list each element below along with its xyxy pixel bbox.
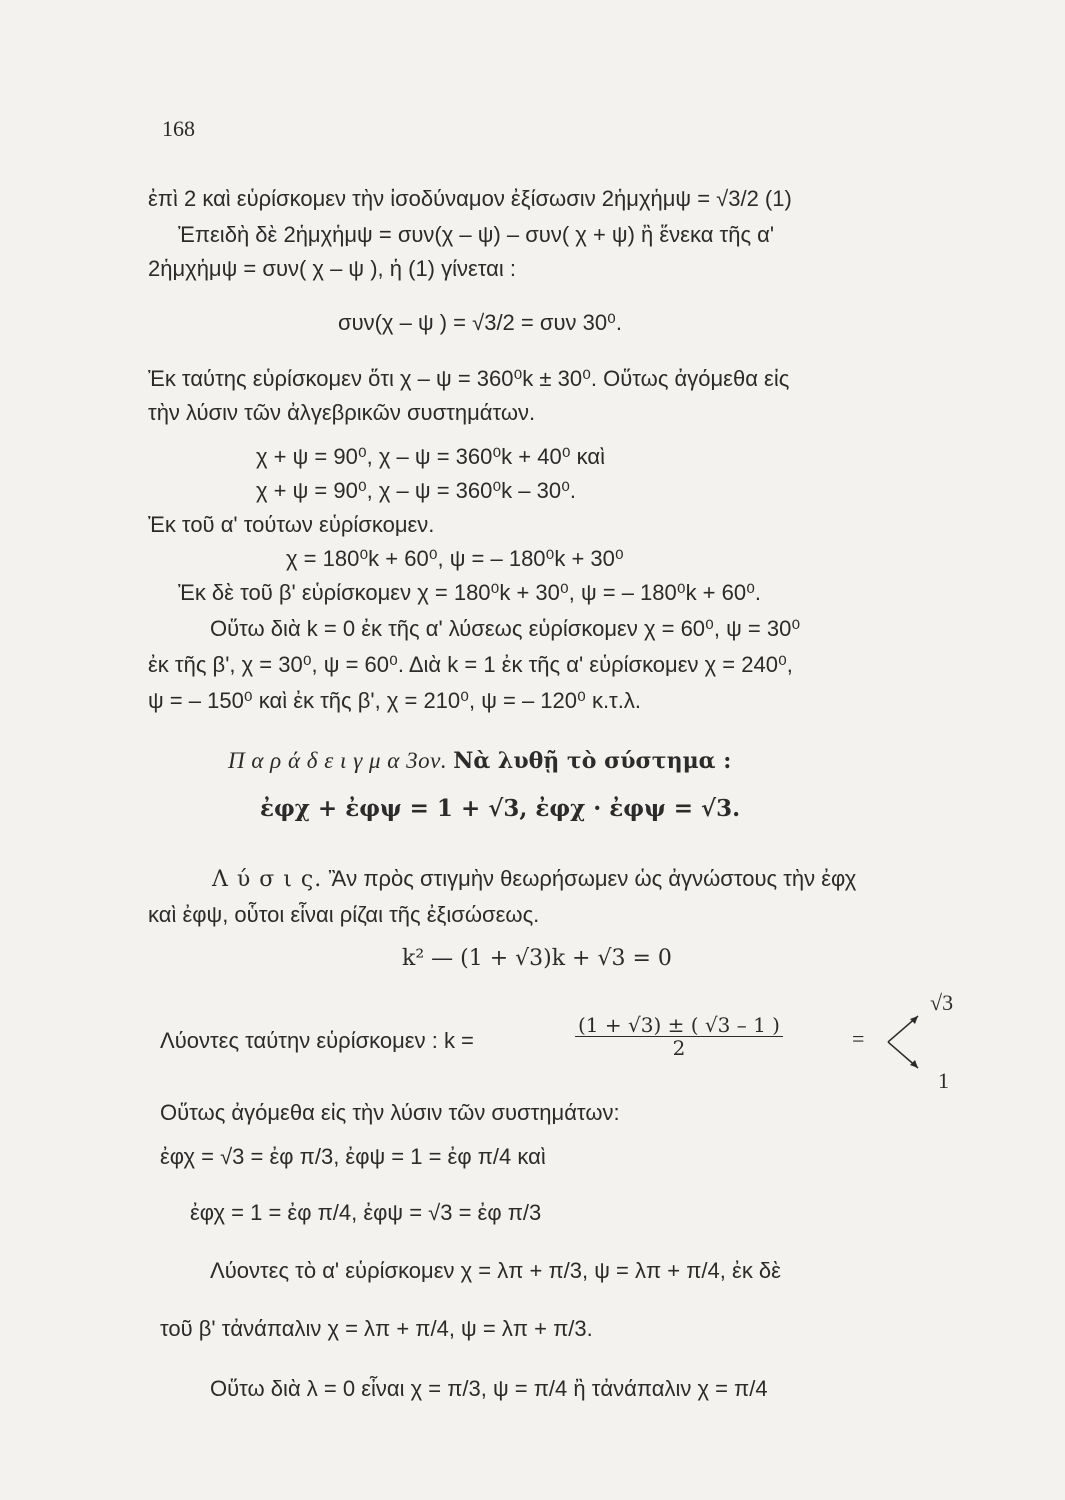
roots-denominator: 2 — [672, 1036, 686, 1060]
text-line-11: Ἐκ δὲ τοῦ β' εὑρίσκομεν χ = 180⁰k + 30⁰, ψ = – 180⁰k + 60⁰. — [178, 580, 762, 605]
example-heading: Π α ρ ά δ ε ι γ μ α 3ον. — [228, 748, 448, 773]
text-line-1: ἐπὶ 2 καὶ εὑρίσκομεν τὴν ἰσοδύναμον ἐξίσωσιν 2ἡμχἡμψ = √3/2 (1) — [148, 186, 792, 211]
solution-line-2: καὶ ἐφψ, οὗτοι εἶναι ρίζαι τῆς ἐξισώσεως. — [148, 902, 540, 927]
closing-line-6: Οὕτω διὰ λ = 0 εἶναι χ = π/3, ψ = π/4 ἢ τἀνάπαλιν χ = π/4 — [210, 1376, 768, 1401]
equals-sign: = — [852, 1026, 865, 1051]
text-line-3: 2ἡμχἡμψ = συν( χ – ψ ), ἡ (1) γίνεται : — [148, 256, 517, 281]
roots-label: Λύοντες ταύτην εὑρίσκομεν : k = — [160, 1028, 474, 1053]
text-line-12: Οὕτω διὰ k = 0 ἐκ τῆς α' λύσεως εὑρίσκομεν χ = 60⁰, ψ = 30⁰ — [210, 616, 801, 641]
text-line-13: ἐκ τῆς β', χ = 30⁰, ψ = 60⁰. Διὰ k = 1 ἐκ τῆς α' εὑρίσκομεν χ = 240⁰, — [148, 652, 793, 677]
closing-line-4: Λύοντες τὸ α' εὑρίσκομεν χ = λπ + π/3, ψ = λπ + π/4, ἐκ δὲ — [210, 1258, 781, 1283]
root-bottom: 1 — [938, 1068, 949, 1093]
page-number: 168 — [162, 116, 195, 141]
text-line-6: τὴν λύσιν τῶν ἀλγεβρικῶν συστημάτων. — [148, 400, 536, 425]
text-line-2: Ἐπειδὴ δὲ 2ἡμχἡμψ = συν(χ – ψ) – συν( χ + ψ) ἢ ἕνεκα τῆς α' — [178, 222, 775, 247]
example-line — [228, 748, 731, 774]
solution-text-1: Ἂν πρὸς στιγμὴν θεωρήσωμεν ὡς ἀγνώστους τὴν ἐφχ — [328, 866, 857, 891]
solution-line-1 — [212, 866, 856, 893]
text-line-14: ψ = – 150⁰ καὶ ἐκ τῆς β', χ = 210⁰, ψ = – 120⁰ κ.τ.λ. — [148, 688, 641, 713]
quadratic-equation: k² — (1 + √3)k + √3 = 0 — [402, 946, 672, 971]
example-title: Νὰ λυθῇ τὸ σύστημα : — [453, 748, 732, 774]
closing-line-5: τοῦ β' τἀνάπαλιν χ = λπ + π/4, ψ = λπ + π/3. — [160, 1316, 593, 1341]
text-line-4: συν(χ – ψ ) = √3/2 = συν 30⁰. — [338, 310, 622, 335]
closing-line-3: ἐφχ = 1 = ἐφ π/4, ἐφψ = √3 = ἐφ π/3 — [190, 1200, 542, 1225]
text-line-7: χ + ψ = 90⁰, χ – ψ = 360⁰k + 40⁰ καὶ — [256, 444, 605, 469]
solution-label: Λ ύ σ ι ς. — [212, 867, 323, 892]
text-line-10: χ = 180⁰k + 60⁰, ψ = – 180⁰k + 30⁰ — [286, 546, 624, 571]
text-line-8: χ + ψ = 90⁰, χ – ψ = 360⁰k – 30⁰. — [256, 478, 577, 503]
closing-line-1: Οὕτως ἀγόμεθα εἰς τὴν λύσιν τῶν συστημάτων: — [160, 1100, 620, 1125]
text-line-9: Ἐκ τοῦ α' τούτων εὑρίσκομεν. — [148, 512, 435, 537]
roots-numerator: (1 + √3) ± ( √3 – 1 ) — [575, 1014, 783, 1037]
root-top: √3 — [930, 990, 954, 1015]
branch-arrows-icon — [884, 1012, 924, 1072]
roots-fraction — [575, 1014, 783, 1059]
closing-line-2: ἐφχ = √3 = ἐφ π/3, ἐφψ = 1 = ἐφ π/4 καὶ — [160, 1144, 546, 1169]
system-equation: ἐφχ + ἐφψ = 1 + √3, ἐφχ · ἐφψ = √3. — [260, 795, 741, 822]
text-line-5: Ἐκ ταύτης εὑρίσκομεν ὅτι χ – ψ = 360⁰k ± 30⁰. Οὕτως ἀγόμεθα εἰς — [148, 366, 790, 391]
